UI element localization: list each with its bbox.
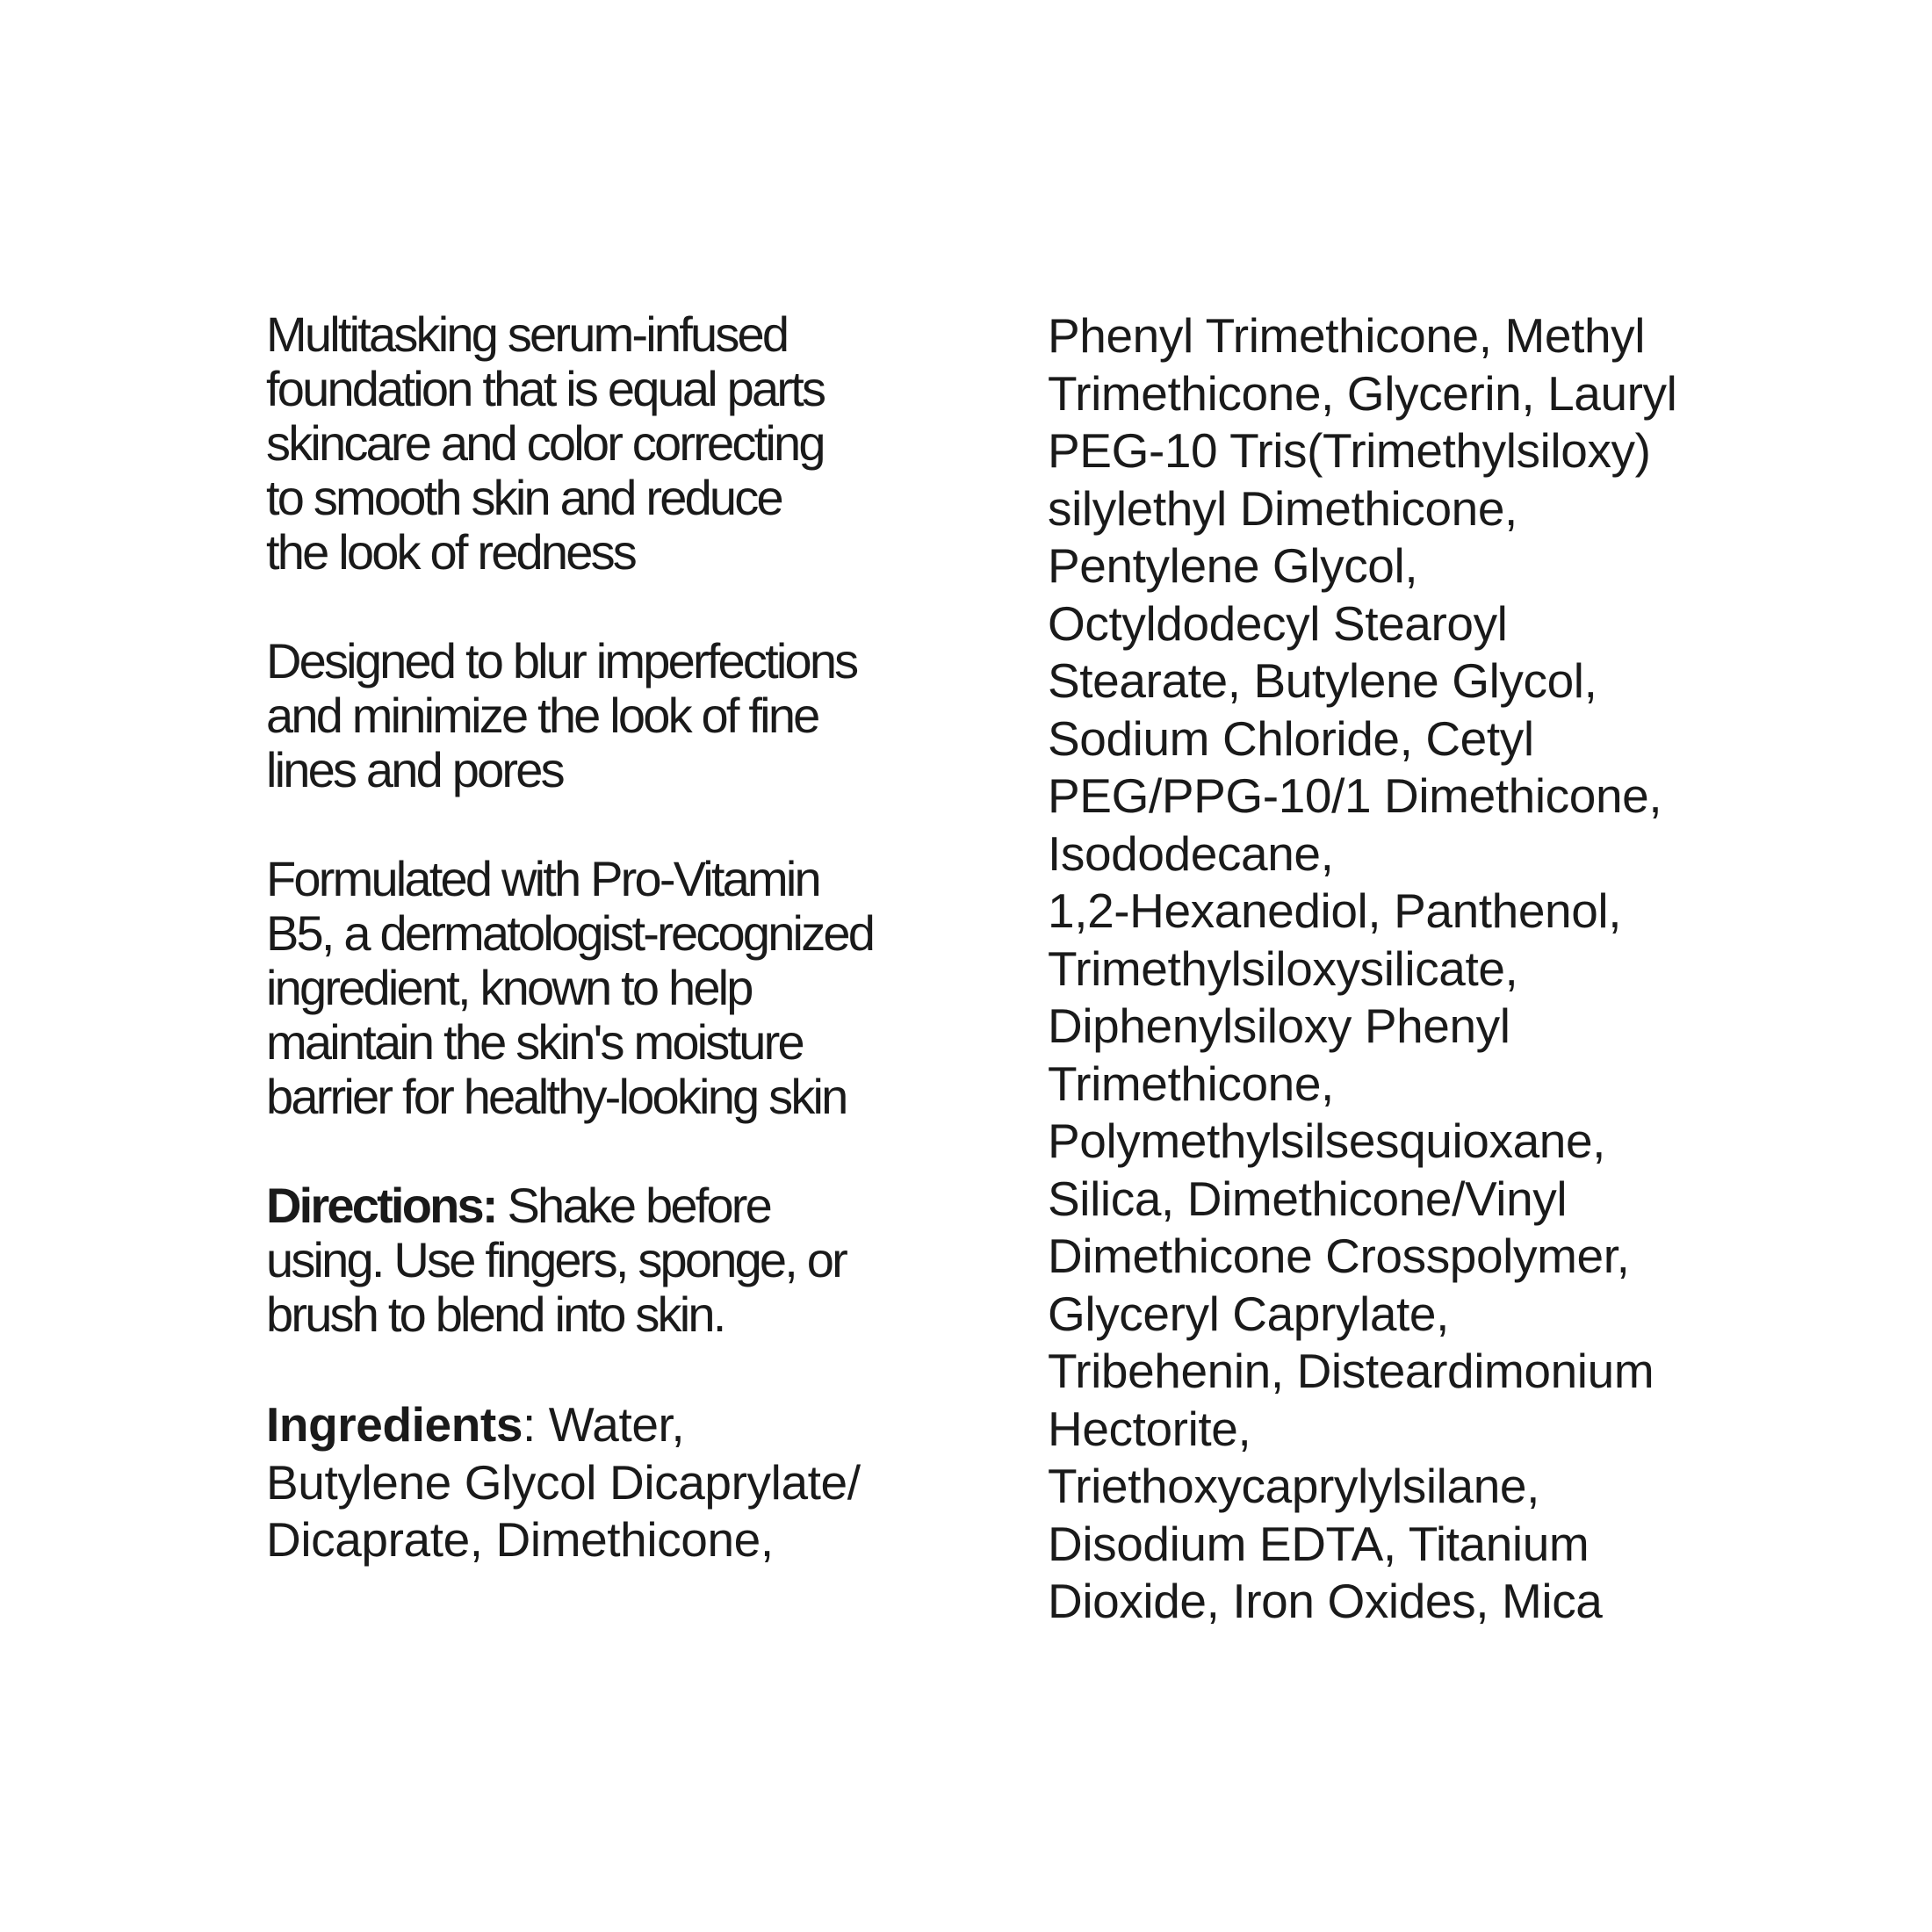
- ingredient-line: Tribehenin, Disteardimonium: [1048, 1344, 1654, 1398]
- ingredients-label: Ingredients: [266, 1397, 523, 1452]
- benefit-paragraph: [266, 634, 934, 797]
- ingredients-line: [266, 1396, 934, 1454]
- benefit-line: Designed to blur imperfections: [266, 633, 857, 688]
- directions-paragraph: [266, 1179, 934, 1342]
- directions-label: Directions:: [266, 1178, 496, 1233]
- benefit-line: lines and pores: [266, 742, 563, 797]
- ingredient-line: Trimethicone,: [1048, 1056, 1334, 1111]
- formulation-paragraph: [266, 852, 934, 1124]
- formulation-line: maintain the skin's moisture: [266, 1014, 803, 1070]
- ingredient-line: Triethoxycaprylylsilane,: [1048, 1459, 1539, 1513]
- description-line: foundation that is equal parts: [266, 361, 825, 416]
- description-line: the look of redness: [266, 524, 635, 580]
- ingredient-line: Octyldodecyl Stearoyl: [1048, 595, 1508, 651]
- ingredient-line: Dimethicone Crosspolymer,: [1048, 1229, 1630, 1283]
- ingredient-line: 1,2-Hexanediol, Panthenol,: [1048, 883, 1622, 938]
- ingredients-line: Dicaprate, Dimethicone,: [266, 1512, 774, 1567]
- benefit-line: and minimize the look of fine: [266, 688, 818, 743]
- ingredient-line: Disodium EDTA, Titanium: [1048, 1516, 1590, 1571]
- product-description: [266, 307, 934, 580]
- description-line: Multitasking serum-infused: [266, 306, 788, 362]
- ingredient-line: Silica, Dimethicone/Vinyl: [1048, 1171, 1568, 1226]
- ingredient-line: silylethyl Dimethicone,: [1048, 480, 1517, 536]
- ingredient-line: Glyceryl Caprylate,: [1048, 1286, 1449, 1341]
- right-column: [1048, 307, 1803, 1631]
- description-line: skincare and color correcting: [266, 415, 824, 471]
- ingredient-line: Diphenylsiloxy Phenyl: [1048, 998, 1510, 1053]
- ingredients-paragraph: [266, 1396, 934, 1569]
- ingredients-list-continued: [1048, 307, 1803, 1631]
- ingredient-line: Trimethylsiloxysilicate,: [1048, 941, 1518, 996]
- ingredient-line: Stearate, Butylene Glycol,: [1048, 653, 1597, 708]
- description-line: to smooth skin and reduce: [266, 470, 782, 525]
- ingredients-line: Butylene Glycol Dicaprylate/: [266, 1454, 861, 1510]
- formulation-line: barrier for healthy-looking skin: [266, 1069, 847, 1124]
- ingredient-line: Dioxide, Iron Oxides, Mica: [1048, 1574, 1603, 1628]
- ingredient-line: PEG-10 Tris(Trimethylsiloxy): [1048, 423, 1651, 478]
- ingredient-line: Sodium Chloride, Cetyl: [1048, 710, 1534, 766]
- ingredient-line: Trimethicone, Glycerin, Lauryl: [1048, 365, 1677, 421]
- directions-line: using. Use fingers, sponge, or: [266, 1232, 846, 1287]
- left-column: [266, 307, 934, 1569]
- formulation-line: B5, a dermatologist-recognized: [266, 905, 874, 961]
- ingredient-line: Polymethylsilsesquioxane,: [1048, 1114, 1606, 1168]
- ingredient-line: Pentylene Glycol,: [1048, 538, 1418, 593]
- ingredient-line: PEG/PPG-10/1 Dimethicone,: [1048, 768, 1662, 823]
- ingredient-line: Isododecane,: [1048, 825, 1334, 881]
- formulation-line: ingredient, known to help: [266, 960, 752, 1015]
- ingredients-text: : Water,: [523, 1397, 685, 1452]
- directions-line: brush to blend into skin.: [266, 1287, 724, 1342]
- formulation-line: Formulated with Pro-Vitamin: [266, 851, 819, 906]
- directions-text: Shake before: [495, 1178, 770, 1233]
- directions-line: [266, 1179, 934, 1233]
- ingredient-line: Hectorite,: [1048, 1401, 1251, 1456]
- ingredient-line: Phenyl Trimethicone, Methyl: [1048, 308, 1646, 363]
